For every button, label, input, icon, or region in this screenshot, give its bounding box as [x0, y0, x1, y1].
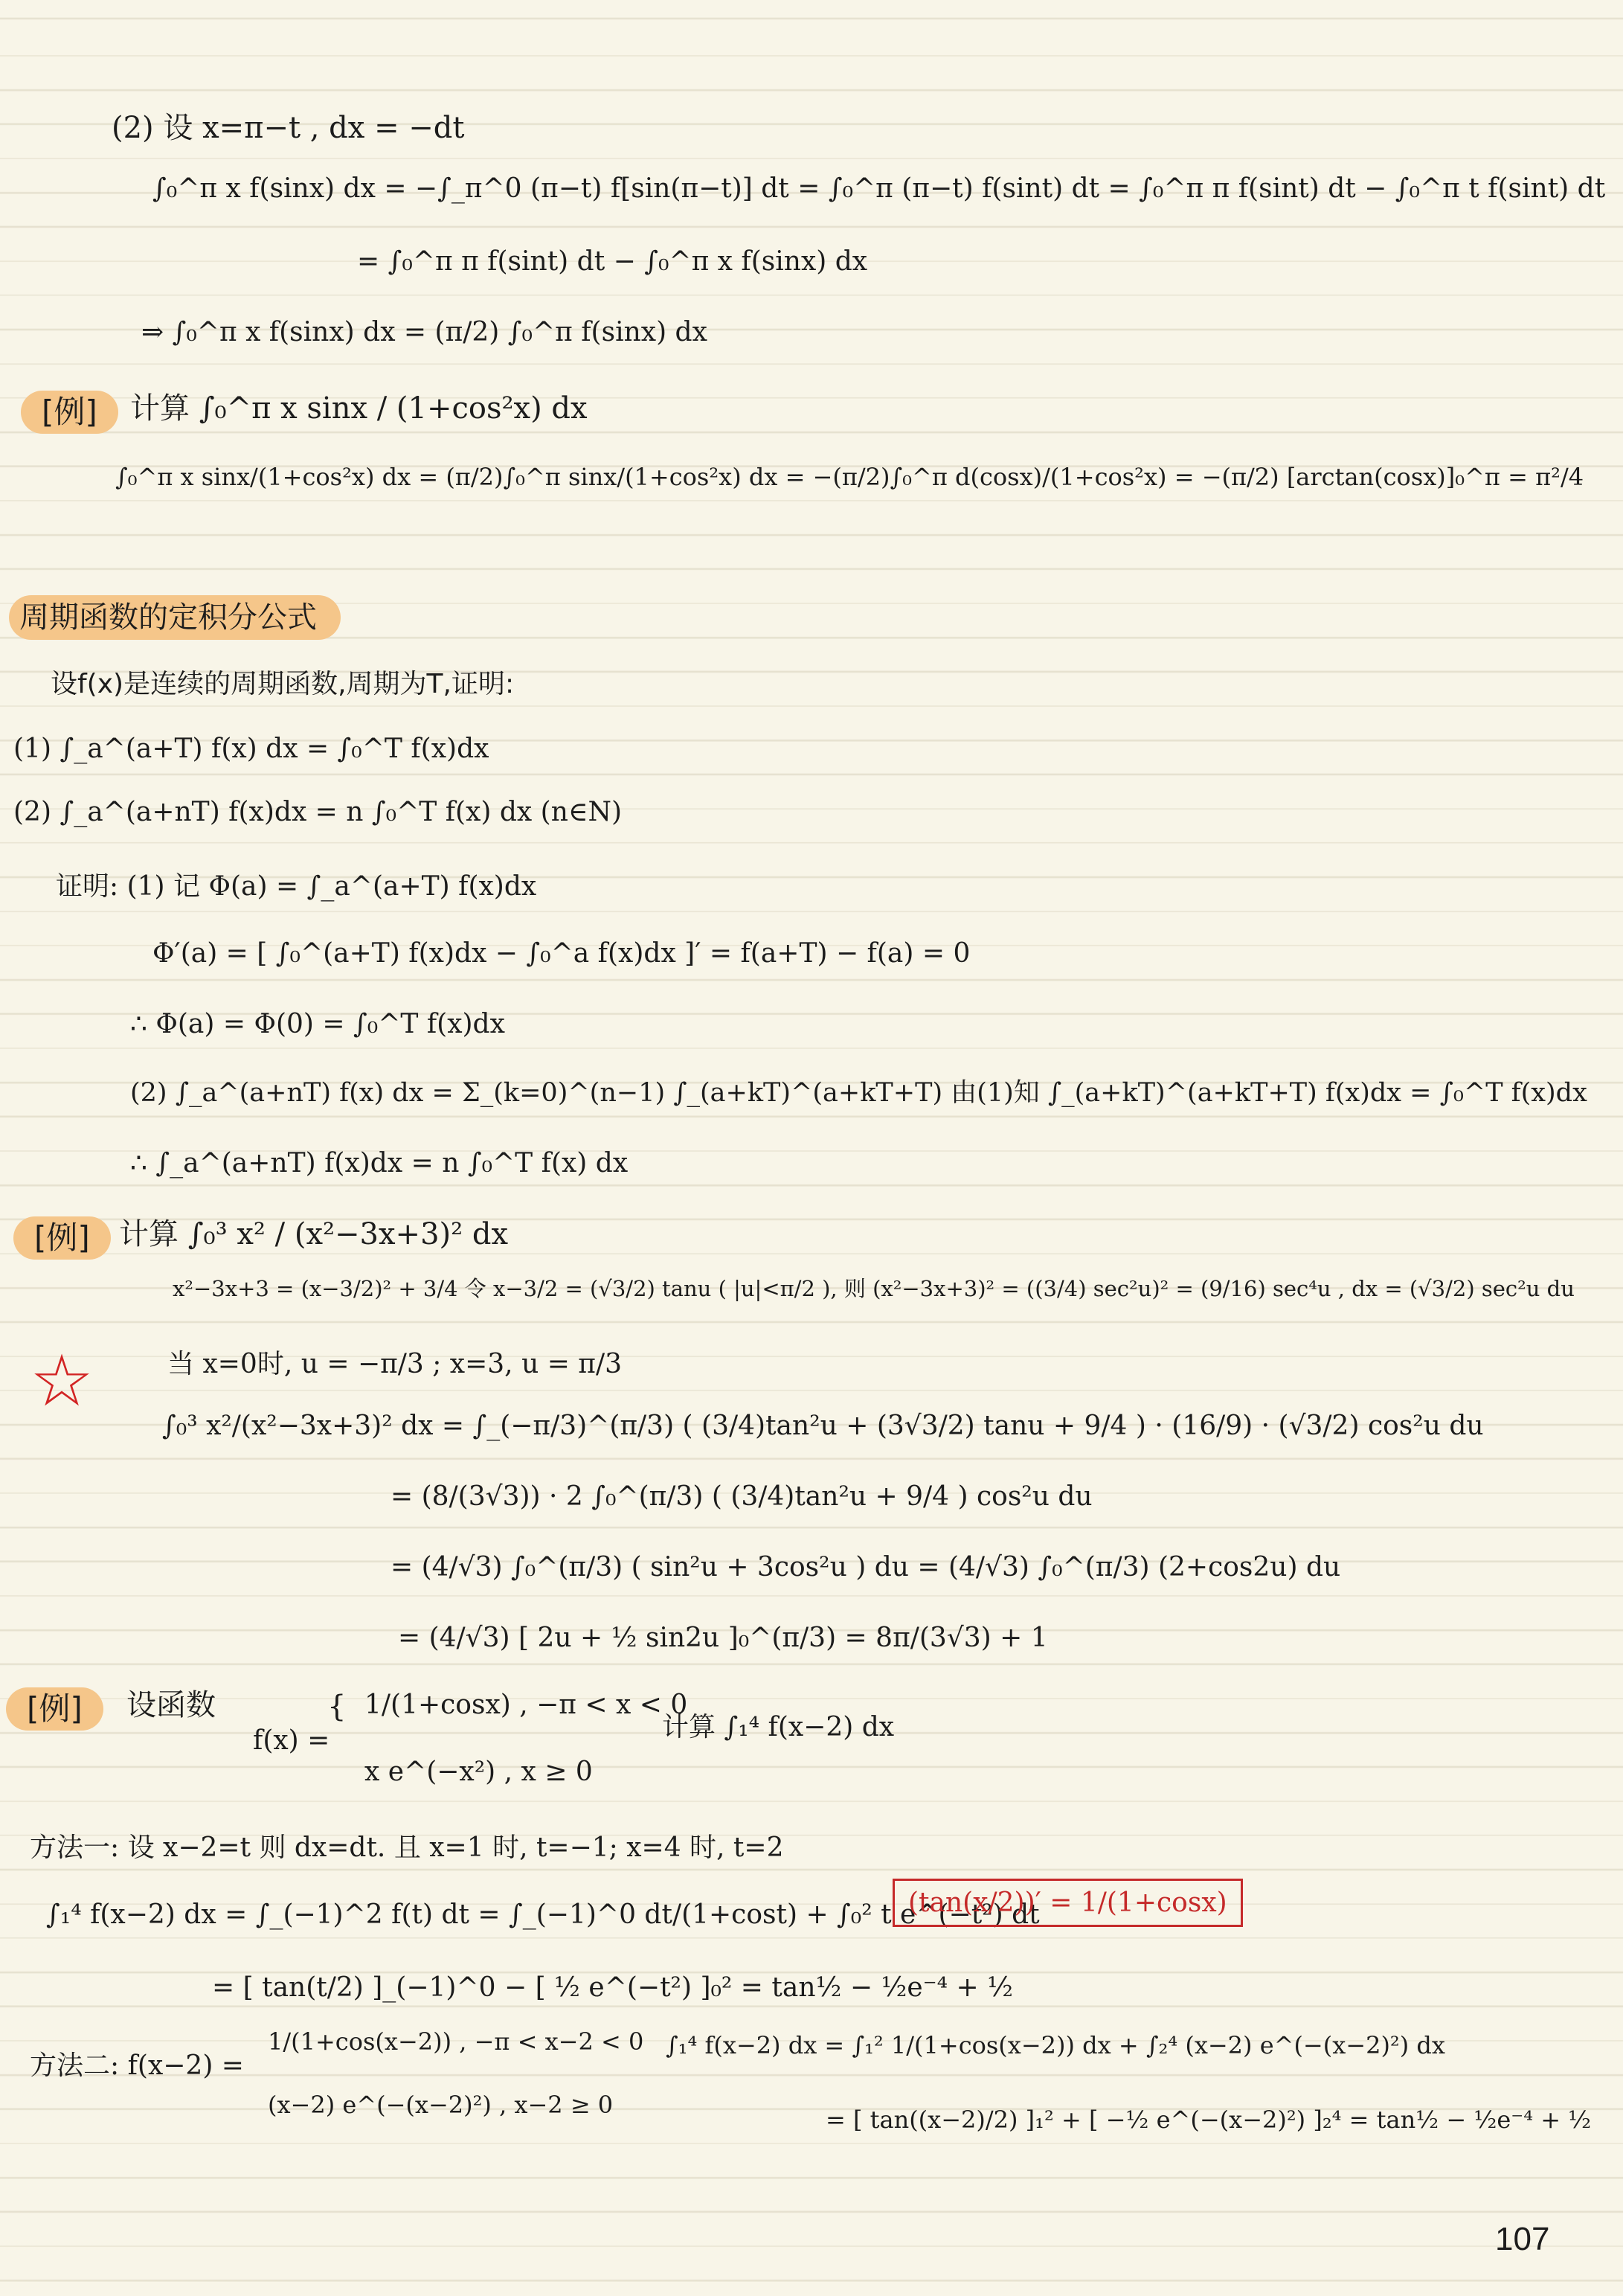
part2-line-1: (2) 设 x=π−t , dx = −dt	[112, 111, 465, 145]
method-1-step-2: = [ tan(t/2) ]_(−1)^0 − [ ½ e^(−t²) ]₀² = tan½ − ½e⁻⁴ + ½	[212, 1972, 1014, 2003]
example-2-line-4: = (8/(3√3)) · 2 ∫₀^(π/3) ( (3/4)tan²u + 9/4 ) cos²u du	[391, 1481, 1093, 1512]
method-1-step-1: ∫₁⁴ f(x−2) dx = ∫_(−1)^2 f(t) dt = ∫_(−1)^0 dt/(1+cost) + ∫₀² t e^(−t²) dt	[46, 1899, 1040, 1930]
example-1-title: 计算 ∫₀^π x sinx / (1+cos²x) dx	[130, 391, 588, 426]
method-2-step-1: ∫₁⁴ f(x−2) dx = ∫₁² 1/(1+cos(x−2)) dx + ∫₂⁴ (x−2) e^(−(x−2)²) dx	[666, 2031, 1445, 2059]
example-2-title: 计算 ∫₀³ x² / (x²−3x+3)² dx	[119, 1217, 509, 1251]
proof-line-3: ∴ Φ(a) = Φ(0) = ∫₀^T f(x)dx	[130, 1009, 505, 1039]
example-tag: [例]	[13, 1216, 111, 1260]
method-2-case-1: 1/(1+cos(x−2)) , −π < x−2 < 0	[268, 2027, 644, 2056]
method-2-case-2: (x−2) e^(−(x−2)²) , x−2 ≥ 0	[268, 2091, 614, 2119]
example-2-line-3: ∫₀³ x²/(x²−3x+3)² dx = ∫_(−π/3)^(π/3) ( (3/4)tan²u + (3√3/2) tanu + 9/4 ) · (16/9) · (√3/2) cos²u du	[162, 1411, 1484, 1441]
claim-2: (2) ∫_a^(a+nT) f(x)dx = n ∫₀^T f(x) dx (n∈N)	[13, 797, 623, 827]
piecewise-case-2: x e^(−x²) , x ≥ 0	[364, 1757, 593, 1787]
page-number: 107	[1495, 2221, 1550, 2257]
example-3-title: 设函数	[126, 1688, 216, 1722]
method-2-label: 方法二: f(x−2) =	[30, 2050, 244, 2081]
example-tag: [例]	[6, 1687, 103, 1731]
example-2-line-1: x²−3x+3 = (x−3/2)² + 3/4 令 x−3/2 = (√3/2) tanu ( |u|<π/2 ), 则 (x²−3x+3)² = ((3/4) sec²u)² = (9/16) sec⁴u , dx = (√3/2) sec²u du	[173, 1276, 1575, 1301]
piecewise-case-1: 1/(1+cosx) , −π < x < 0	[364, 1690, 688, 1720]
example-2-line-6: = (4/√3) [ 2u + ½ sin2u ]₀^(π/3) = 8π/(3√3) + 1	[398, 1623, 1048, 1653]
example-1-solution: ∫₀^π x sinx/(1+cos²x) dx = (π/2)∫₀^π sinx/(1+cos²x) dx = −(π/2)∫₀^π d(cosx)/(1+cos²x) = −(π/2) [arctan(cosx)]₀^π = π²/4	[115, 463, 1584, 491]
piecewise-label: f(x) =	[253, 1725, 330, 1756]
example-2-line-2: 当 x=0时, u = −π/3 ; x=3, u = π/3	[167, 1349, 622, 1379]
proof-line-4: (2) ∫_a^(a+nT) f(x) dx = Σ_(k=0)^(n−1) ∫_(a+kT)^(a+kT+T) 由(1)知 ∫_(a+kT)^(a+kT+T) f(x)dx = ∫₀^T f(x)dx	[130, 1078, 1587, 1108]
section-heading: 周期函数的定积分公式	[9, 595, 341, 640]
periodic-intro: 设f(x)是连续的周期函数,周期为T,证明:	[51, 669, 515, 699]
method-2-step-2: = [ tan((x−2)/2) ]₁² + [ −½ e^(−(x−2)²) ]₂⁴ = tan½ − ½e⁻⁴ + ½	[826, 2106, 1592, 2134]
hint-box: (tan(x/2))′ = 1/(1+cosx)	[893, 1879, 1243, 1927]
star-icon: ☆	[30, 1339, 94, 1423]
piecewise-brace: {	[327, 1690, 347, 1724]
example-2-line-5: = (4/√3) ∫₀^(π/3) ( sin²u + 3cos²u ) du = (4/√3) ∫₀^(π/3) (2+cos2u) du	[391, 1552, 1341, 1582]
example-3-ask: 计算 ∫₁⁴ f(x−2) dx	[662, 1712, 895, 1742]
proof-line-2: Φ′(a) = [ ∫₀^(a+T) f(x)dx − ∫₀^a f(x)dx ]′ = f(a+T) − f(a) = 0	[152, 938, 971, 969]
part2-line-3: = ∫₀^π π f(sint) dt − ∫₀^π x f(sinx) dx	[357, 246, 868, 277]
claim-1: (1) ∫_a^(a+T) f(x) dx = ∫₀^T f(x)dx	[13, 734, 489, 764]
proof-line-5: ∴ ∫_a^(a+nT) f(x)dx = n ∫₀^T f(x) dx	[130, 1148, 629, 1179]
part2-line-4: ⇒ ∫₀^π x f(sinx) dx = (π/2) ∫₀^π f(sinx) dx	[141, 317, 707, 347]
proof-line-1: 证明: (1) 记 Φ(a) = ∫_a^(a+T) f(x)dx	[56, 871, 537, 902]
example-tag: [例]	[21, 391, 118, 434]
part2-line-2: ∫₀^π x f(sinx) dx = −∫_π^0 (π−t) f[sin(π−t)] dt = ∫₀^π (π−t) f(sint) dt = ∫₀^π π f(sint) dt − ∫₀^π t f(sint) dt	[152, 173, 1606, 204]
method-1-line: 方法一: 设 x−2=t 则 dx=dt. 且 x=1 时, t=−1; x=4 时, t=2	[30, 1832, 784, 1863]
